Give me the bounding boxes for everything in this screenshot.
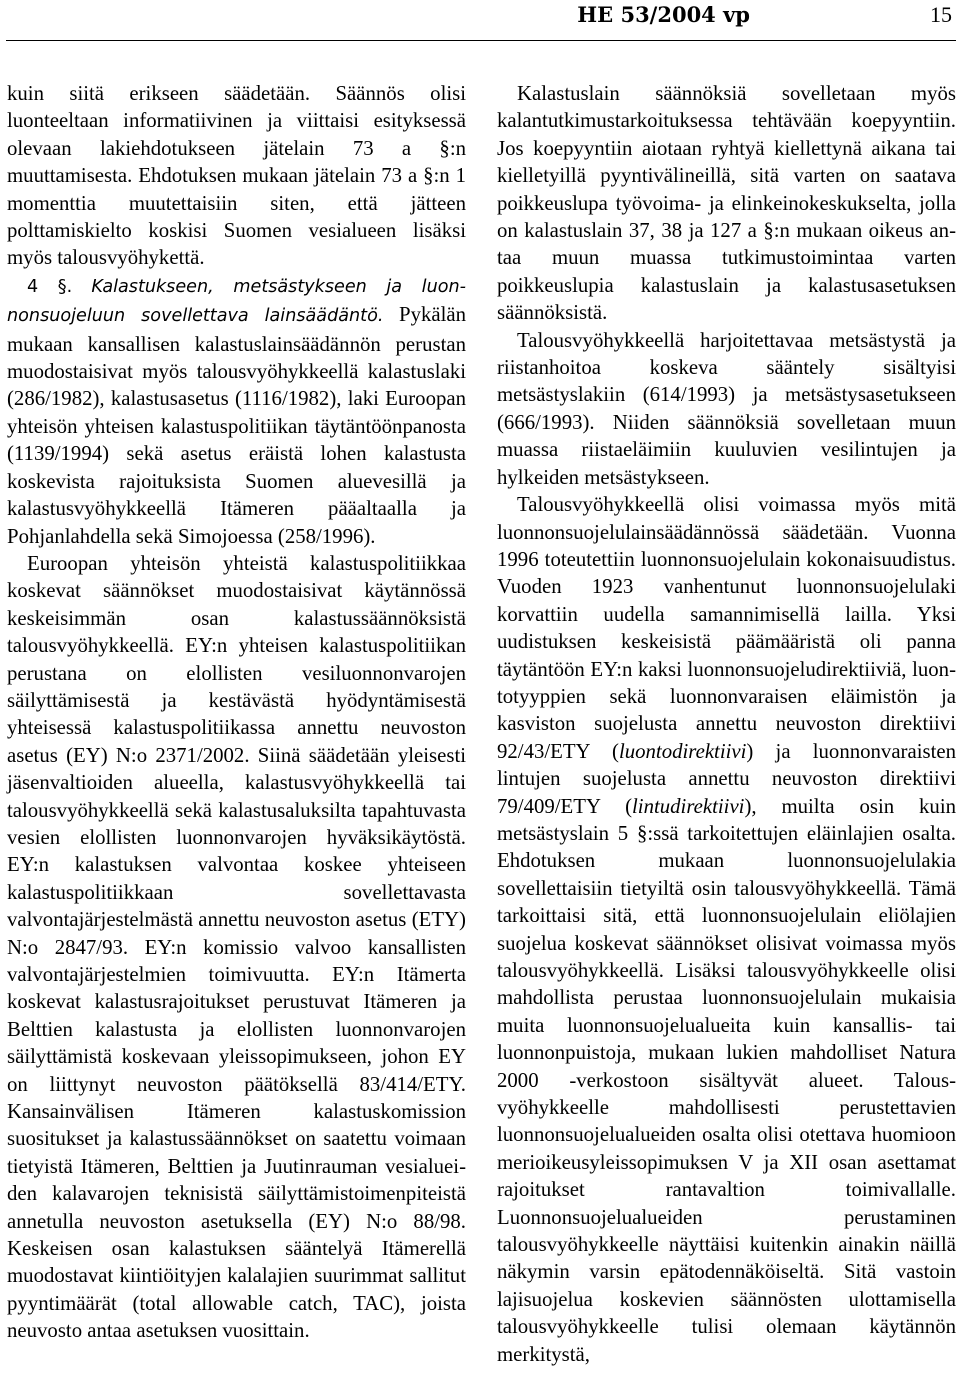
section-number: 4 §. <box>27 276 73 297</box>
right-column <box>497 80 956 1368</box>
section-paragraph <box>7 272 466 550</box>
text-run: Talousvyöhykkeellä olisi voimassa myös mitä luonnonsuojelulainsäädännössä säädetään. Vuonna 1996 toteutettiin luonnonsuojelulain kokonaisuudistus. Vuoden 1923 vanhentunut luonnonsuojelulaki korvattiin uudella samannimisellä lailla. Yksi uudistuksen keskeisistä päämääristä oli panna täytäntöön EY:n kaksi luonnonsuojeludirektiiviä, luontotyyppien sekä luonnonvaraisen eläimistön ja kasviston suojelusta annettu neuvoston direktiivi 92/43/ETY ( <box>497 493 956 763</box>
text-run: ) ja luonnonvaraisten lintujen suojelusta annettu neuvoston direktiivi 79/409/ETY ( <box>497 739 956 818</box>
page-number: 15 <box>930 2 952 27</box>
header-rule <box>6 40 956 41</box>
running-header <box>0 0 960 44</box>
document-id: HE 53/2004 vp <box>577 2 750 27</box>
italic-term: lintudirektiivi <box>632 794 745 818</box>
section-title: Kalastukseen, metsästykseen ja luonnonsuojeluun sovellettava lainsäädäntö. <box>7 276 466 327</box>
paragraph <box>497 491 956 1368</box>
paragraph: Talousvyöhykkeellä harjoitettavaa metsästystä ja riistanhoitoa koskeva sääntely sisältyisi metsästyslakiin (614/1993) ja metsästysasetukseen (666/1993). Niiden säännöksiä sovelletaan muun muassa riistaeläimiin kuuluvien vesilintujen ja hylkeiden metsästykseen. <box>497 328 956 489</box>
italic-term: luontodirektiivi <box>618 739 747 763</box>
section-body: Pykälän mukaan kansallisen kalastuslainsäädännön perustan muodostaisivat myös talousvyöhykkeellä kalastuslaki (286/1982), kalastusasetus (1116/1982), laki Euroopan yhteisön yhteisen kalastuspolitiikan täytäntöönpanosta (1139/1994) sekä asetus eräistä lohen kalastusta koskevista rajoituksista Suomen aluevesillä ja kalastusvyöhykkeellä Itämeren pääaltaalla ja Pohjanlahdella sekä Simojoessa (258/1996). <box>7 303 467 548</box>
paragraph: Kalastuslain säännöksiä sovelletaan myös kalantutkimustarkoituksessa tehtävään koepyyntiin. Jos koepyyntiin aiotaan ryhtyä kiellettynä aikana tai kielletyillä pyyntivälineillä, sitä varten on saatava poikkeuslupa työvoima- ja elinkeinokeskukselta, jolla on kalastuslain 37, 38 ja 127 a §:n mukaan oikeus antaa muun muassa tutkimustoimintaa varten poikkeuslupia kalastuslain ja kalastusasetuksen säännöksistä. <box>497 82 956 325</box>
paragraph: Euroopan yhteisön yhteistä kalastuspolitiikkaa koskevat säännökset muodostaisivat käytännössä keskeisimmän osan kalastussäännöksistä talousvyöhykkeellä. EY:n yhteisen kalastuspolitiikan perustana on elollisten vesiluonnonvarojen säilyttämisestä ja kestävästä hyödyntämisestä yhteisessä kalastuspolitiikassa annettu neuvoston asetus (EY) N:o 2371/2002. Siinä säädetään yleisesti jäsenvaltioiden alueella, kalastusvyöhykkeellä tai talousvyöhykkeellä sekä kalastusaluksilta tapahtuvasta vesien elollisten luonnonvarojen hyväksikäytöstä. EY:n kalastuksen valvontaa koskee yhteiseen kalastuspolitiikkaan sovellettavasta valvontajärjestelmästä annettu neuvoston asetus (ETY) N:o 2847/93. EY:n komissio valvoo kansallisten valvontajärjestelmien toimivuutta. EY:n Itämerta koskevat kalastusrajoitukset perustuvat Itämeren ja Belttien kalastusta ja elollisten luonnonvarojen säilyttämistä koskevaan yleissopimukseen, johon EY on liittynyt neuvoston päätöksellä 83/414/ETY. Kansainvälisen Itämeren kalastuskomission suositukset ja kalastussäännökset on saatettu voimaan tietyistä Itämeren, Belttien ja Juutinrauman vesialueiden kalavarojen teknisistä säilyttämistoimenpiteistä annetulla neuvoston asetuksella (EY) N:o 88/98. Keskeisen osan kalastuksen sääntelyä Itämerellä muodostavat kiintiöityjen kalalajien suurimmat sallitut pyyntimäärät (total allowable catch, TAC), joista neuvosto antaa asetuksen vuosittain. <box>7 551 466 1343</box>
left-column <box>7 80 466 1345</box>
text-run: ), muilta osin kuin metsästyslain 5 §:ssä tarkoitettujen eläinlajien osalta. Ehdotuksen mukaan luonnonsuojelulakia sovellettaisiin tietyiltä osin talousvyöhykkeellä. Tämä tarkoittaisi sitä, että luonnonsuojelulain eliölajien suojelua koskevat säännökset olisivat voimassa myös talousvyöhykkeellä. Lisäksi talousvyöhykkeelle olisi mahdollista perustaa luonnonsuojelulain mukaisia muita luonnonsuojelualueita kuin kansallis- tai luonnonpuistoja, mukaan lukien mahdolliset Natura 2000 -verkostoon sisältyvät alueet. Talousvyöhykkeelle mahdollisesti perustettavien luonnonsuojelualueiden osalta olisi otettava huomioon merioikeusyleissopimuksen V ja XII osan asettamat rajoitukset rantavaltion toimivallalle. Luonnonsuojelualueiden perustaminen talousvyöhykkeelle näyttäisi kuitenkin ainakin näillä näkymin varsin epätodennäköiseltä. Sitä vastoin lajisuojelua koskevien säännösten ulottamisella talousvyöhykkeelle tulisi olemaan käytännön merkitystä, <box>497 794 956 1366</box>
paragraph: kuin siitä erikseen säädetään. Säännös olisi luonteeltaan informatiivinen ja viittaisi esityksessä olevaan lakiehdotukseen jätelain 73 a §:n muuttamisesta. Ehdotuksen mukaan jätelain 73 a §:n 1 momenttia muutettaisiin siten, että jätteen polttamiskielto koskisi Suomen vesialueen lisäksi myös talousvyöhykettä. <box>7 82 466 270</box>
